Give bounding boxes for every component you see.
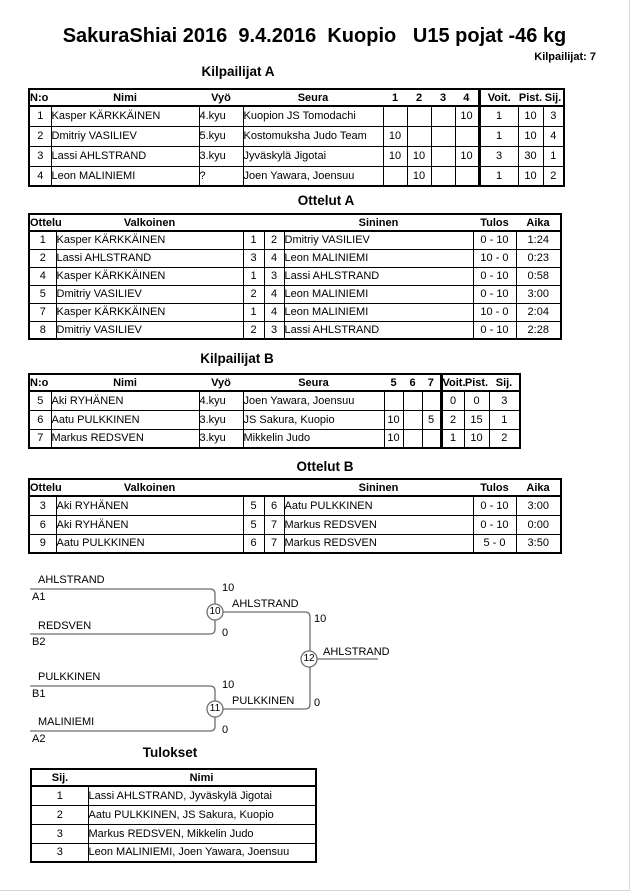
cell-time: 1:24 (516, 231, 561, 249)
bracket-entry-seed: B2 (32, 636, 46, 648)
col-blue-no (264, 214, 284, 231)
cell-r5: 10 (384, 429, 403, 448)
cell-r7 (422, 429, 441, 448)
cell-no: 5 (29, 391, 51, 410)
header-row (31, 769, 316, 786)
bracket-score: 0 (222, 627, 229, 639)
cell-r3 (431, 126, 455, 146)
cell-no: 3 (29, 146, 51, 166)
col-r3: 3 (431, 89, 455, 106)
cell-white-no: 1 (243, 231, 264, 249)
table-row (29, 126, 564, 146)
cell-club: Kostomuksha Judo Team (243, 126, 383, 146)
cell-blue-no: 3 (264, 267, 284, 285)
cell-no: 4 (29, 166, 51, 186)
cell-match-no: 2 (29, 249, 56, 267)
cell-r5: 10 (384, 410, 403, 429)
cell-blue-no: 4 (264, 285, 284, 303)
cell-club: Joen Yawara, Joensuu (243, 391, 384, 410)
cell-blue-name: Leon MALINIEMI (284, 303, 473, 321)
header-row (29, 479, 561, 496)
cell-no: 1 (29, 106, 51, 126)
cell-result: 0 - 10 (473, 496, 516, 515)
elimination-bracket (0, 570, 630, 750)
bracket-winner-name: AHLSTRAND (232, 598, 299, 610)
cell-r6 (403, 391, 422, 410)
col-white-no (243, 214, 264, 231)
cell-place: 3 (31, 824, 88, 843)
cell-wins: 1 (441, 429, 464, 448)
cell-white-no: 1 (243, 303, 264, 321)
table-row (31, 843, 316, 862)
page-title: SakuraShiai 2016 9.4.2016 Kuopio U15 pojat -46 kg (62, 25, 567, 47)
table-row (29, 391, 520, 410)
cell-r4 (455, 166, 479, 186)
cell-blue-name: Aatu PULKKINEN (284, 496, 473, 515)
cell-match-no: 1 (29, 231, 56, 249)
cell-place: 2 (543, 166, 564, 186)
cell-blue-no: 2 (264, 231, 284, 249)
cell-wins: 0 (441, 391, 464, 410)
cell-white-name: Kasper KÄRKKÄINEN (56, 231, 243, 249)
bracket-winner-name: AHLSTRAND (323, 646, 390, 658)
col-result: Tulos (473, 214, 516, 231)
cell-white-no: 5 (243, 515, 264, 534)
cell-name: Aatu PULKKINEN, JS Sakura, Kuopio (88, 805, 316, 824)
cell-r1 (383, 166, 407, 186)
col-belt: Vyö (199, 89, 243, 106)
cell-result: 0 - 10 (473, 321, 516, 339)
col-result: Tulos (473, 479, 516, 496)
cell-points: 10 (464, 429, 489, 448)
cell-match-no: 5 (29, 285, 56, 303)
cell-blue-no: 4 (264, 249, 284, 267)
cell-belt: 4.kyu (199, 391, 243, 410)
header-row (29, 89, 564, 106)
cell-r1 (383, 106, 407, 126)
cell-result: 0 - 10 (473, 231, 516, 249)
col-time: Aika (516, 214, 561, 231)
cell-wins: 2 (441, 410, 464, 429)
cell-r2 (407, 106, 431, 126)
cell-time: 0:23 (516, 249, 561, 267)
cell-place: 1 (31, 786, 88, 805)
cell-name: Leon MALINIEMI (51, 166, 199, 186)
cell-points: 30 (518, 146, 543, 166)
cell-white-name: Lassi AHLSTRAND (56, 249, 243, 267)
cell-points: 10 (518, 166, 543, 186)
bracket-match-number: 10 (209, 606, 221, 617)
cell-points: 10 (518, 126, 543, 146)
cell-result: 10 - 0 (473, 303, 516, 321)
cell-blue-no: 7 (264, 534, 284, 553)
table-row (29, 106, 564, 126)
section-heading-results: Tulokset (142, 745, 198, 760)
cell-club: Jyväskylä Jigotai (243, 146, 383, 166)
cell-points: 0 (464, 391, 489, 410)
bracket-score: 10 (314, 613, 327, 625)
results-table (30, 768, 317, 863)
cell-club: Kuopion JS Tomodachi (243, 106, 383, 126)
header-row (29, 374, 520, 391)
cell-blue-no: 6 (264, 496, 284, 515)
cell-belt: 4.kyu (199, 106, 243, 126)
cell-belt: 3.kyu (199, 429, 243, 448)
cell-result: 5 - 0 (473, 534, 516, 553)
table-row (29, 146, 564, 166)
bracket-score: 0 (314, 697, 321, 709)
cell-white-no: 5 (243, 496, 264, 515)
cell-place: 3 (543, 106, 564, 126)
table-row (29, 321, 561, 339)
table-row (29, 231, 561, 249)
cell-white-no: 2 (243, 321, 264, 339)
cell-result: 0 - 10 (473, 285, 516, 303)
cell-wins: 1 (479, 106, 518, 126)
cell-name: Leon MALINIEMI, Joen Yawara, Joensuu (88, 843, 316, 862)
table-row (29, 303, 561, 321)
section-heading-pool-a: Kilpailijat A (201, 64, 275, 79)
table-row (29, 496, 561, 515)
cell-r7: 5 (422, 410, 441, 429)
bracket-entry-name: AHLSTRAND (38, 574, 105, 586)
cell-belt: 5.kyu (199, 126, 243, 146)
col-match: Ottelu (29, 214, 56, 231)
table-row (29, 249, 561, 267)
cell-place: 1 (543, 146, 564, 166)
col-points: Pist. (464, 374, 489, 391)
cell-place: 1 (489, 410, 520, 429)
cell-no: 6 (29, 410, 51, 429)
cell-blue-name: Leon MALINIEMI (284, 285, 473, 303)
pool-b-table (28, 373, 521, 449)
cell-blue-name: Leon MALINIEMI (284, 249, 473, 267)
pool-a-table (28, 88, 565, 187)
cell-name: Lassi AHLSTRAND, Jyväskylä Jigotai (88, 786, 316, 805)
cell-r2: 10 (407, 166, 431, 186)
cell-r3 (431, 166, 455, 186)
cell-points: 10 (518, 106, 543, 126)
cell-blue-name: Dmitriy VASILIEV (284, 231, 473, 249)
cell-r2: 10 (407, 146, 431, 166)
cell-blue-no: 7 (264, 515, 284, 534)
matches-b-table (28, 478, 562, 554)
cell-club: Joen Yawara, Joensuu (243, 166, 383, 186)
col-white: Valkoinen (56, 479, 243, 496)
cell-r4: 10 (455, 146, 479, 166)
cell-white-name: Kasper KÄRKKÄINEN (56, 303, 243, 321)
cell-time: 2:04 (516, 303, 561, 321)
cell-white-name: Aki RYHÄNEN (56, 496, 243, 515)
cell-place: 2 (489, 429, 520, 448)
cell-time: 2:28 (516, 321, 561, 339)
cell-white-no: 2 (243, 285, 264, 303)
bracket-entry-name: REDSVEN (38, 620, 92, 632)
cell-r4: 10 (455, 106, 479, 126)
cell-white-name: Aki RYHÄNEN (56, 515, 243, 534)
col-r6: 6 (403, 374, 422, 391)
cell-name: Lassi AHLSTRAND (51, 146, 199, 166)
section-heading-pool-b: Kilpailijat B (200, 351, 274, 366)
col-place: Sij. (489, 374, 520, 391)
col-blue-no (264, 479, 284, 496)
cell-blue-name: Lassi AHLSTRAND (284, 321, 473, 339)
bracket-entry-seed: B1 (32, 688, 46, 700)
col-place: Sij. (543, 89, 564, 106)
cell-club: JS Sakura, Kuopio (243, 410, 384, 429)
cell-white-name: Aatu PULKKINEN (56, 534, 243, 553)
col-blue: Sininen (284, 214, 473, 231)
col-place: Sij. (31, 769, 88, 786)
cell-r3 (431, 146, 455, 166)
col-name: Nimi (51, 374, 199, 391)
cell-place: 2 (31, 805, 88, 824)
cell-time: 3:00 (516, 285, 561, 303)
cell-name: Aki RYHÄNEN (51, 391, 199, 410)
cell-match-no: 7 (29, 303, 56, 321)
cell-match-no: 3 (29, 496, 56, 515)
col-name: Nimi (88, 769, 316, 786)
col-blue: Sininen (284, 479, 473, 496)
col-r7: 7 (422, 374, 441, 391)
cell-r7 (422, 391, 441, 410)
bracket-entry-seed: A1 (32, 591, 46, 603)
cell-match-no: 6 (29, 515, 56, 534)
table-row (29, 267, 561, 285)
cell-wins: 1 (479, 126, 518, 146)
competitors-count: Kilpailijat: 7 (534, 51, 596, 63)
cell-r5 (384, 391, 403, 410)
cell-time: 3:00 (516, 496, 561, 515)
cell-white-no: 1 (243, 267, 264, 285)
cell-name: Dmitriy VASILIEV (51, 126, 199, 146)
table-row (29, 534, 561, 553)
cell-blue-no: 4 (264, 303, 284, 321)
cell-time: 0:00 (516, 515, 561, 534)
col-r1: 1 (383, 89, 407, 106)
col-name: Nimi (51, 89, 199, 106)
cell-wins: 3 (479, 146, 518, 166)
cell-no: 7 (29, 429, 51, 448)
cell-white-name: Kasper KÄRKKÄINEN (56, 267, 243, 285)
cell-blue-no: 3 (264, 321, 284, 339)
cell-belt: 3.kyu (199, 410, 243, 429)
cell-blue-name: Markus REDSVEN (284, 515, 473, 534)
col-r5: 5 (384, 374, 403, 391)
cell-place: 3 (489, 391, 520, 410)
col-wins: Voit. (441, 374, 464, 391)
cell-wins: 1 (479, 166, 518, 186)
cell-match-no: 8 (29, 321, 56, 339)
bracket-winner-name: PULKKINEN (232, 695, 295, 707)
cell-white-name: Dmitriy VASILIEV (56, 321, 243, 339)
cell-r1: 10 (383, 146, 407, 166)
table-row (31, 824, 316, 843)
cell-match-no: 4 (29, 267, 56, 285)
cell-result: 0 - 10 (473, 515, 516, 534)
cell-result: 0 - 10 (473, 267, 516, 285)
col-match: Ottelu (29, 479, 56, 496)
col-white: Valkoinen (56, 214, 243, 231)
col-r2: 2 (407, 89, 431, 106)
cell-result: 10 - 0 (473, 249, 516, 267)
cell-belt: ? (199, 166, 243, 186)
bracket-match-number: 11 (209, 703, 221, 714)
header-row (29, 214, 561, 231)
cell-name: Aatu PULKKINEN (51, 410, 199, 429)
cell-r1: 10 (383, 126, 407, 146)
cell-r6 (403, 429, 422, 448)
col-club: Seura (243, 374, 384, 391)
section-heading-matches-a: Ottelut A (297, 193, 355, 208)
cell-blue-name: Markus REDSVEN (284, 534, 473, 553)
cell-white-no: 6 (243, 534, 264, 553)
cell-club: Mikkelin Judo (243, 429, 384, 448)
cell-no: 2 (29, 126, 51, 146)
bracket-entry-name: MALINIEMI (38, 716, 95, 728)
col-belt: Vyö (199, 374, 243, 391)
table-row (31, 786, 316, 805)
cell-time: 3:50 (516, 534, 561, 553)
table-row (31, 805, 316, 824)
cell-match-no: 9 (29, 534, 56, 553)
cell-blue-name: Lassi AHLSTRAND (284, 267, 473, 285)
cell-place: 3 (31, 843, 88, 862)
cell-name: Markus REDSVEN (51, 429, 199, 448)
col-points: Pist. (518, 89, 543, 106)
table-row (29, 515, 561, 534)
bracket-entry-name: PULKKINEN (38, 671, 101, 683)
table-row (29, 429, 520, 448)
bracket-score: 0 (222, 724, 229, 736)
col-time: Aika (516, 479, 561, 496)
cell-r2 (407, 126, 431, 146)
table-row (29, 166, 564, 186)
cell-place: 4 (543, 126, 564, 146)
bracket-score: 10 (222, 582, 235, 594)
cell-r3 (431, 106, 455, 126)
col-club: Seura (243, 89, 383, 106)
bracket-match-number: 12 (303, 653, 315, 664)
cell-r4 (455, 126, 479, 146)
col-no: N:o (29, 89, 51, 106)
col-wins: Voit. (479, 89, 518, 106)
col-no: N:o (29, 374, 51, 391)
cell-belt: 3.kyu (199, 146, 243, 166)
bracket-score: 10 (222, 679, 235, 691)
cell-points: 15 (464, 410, 489, 429)
table-row (29, 285, 561, 303)
col-r4: 4 (455, 89, 479, 106)
matches-a-table (28, 213, 562, 340)
cell-r6 (403, 410, 422, 429)
col-white-no (243, 479, 264, 496)
cell-white-no: 3 (243, 249, 264, 267)
bracket-entry-seed: A2 (32, 733, 46, 745)
table-row (29, 410, 520, 429)
cell-name: Markus REDSVEN, Mikkelin Judo (88, 824, 316, 843)
cell-name: Kasper KÄRKKÄINEN (51, 106, 199, 126)
section-heading-matches-b: Ottelut B (296, 459, 354, 474)
cell-white-name: Dmitriy VASILIEV (56, 285, 243, 303)
cell-time: 0:58 (516, 267, 561, 285)
